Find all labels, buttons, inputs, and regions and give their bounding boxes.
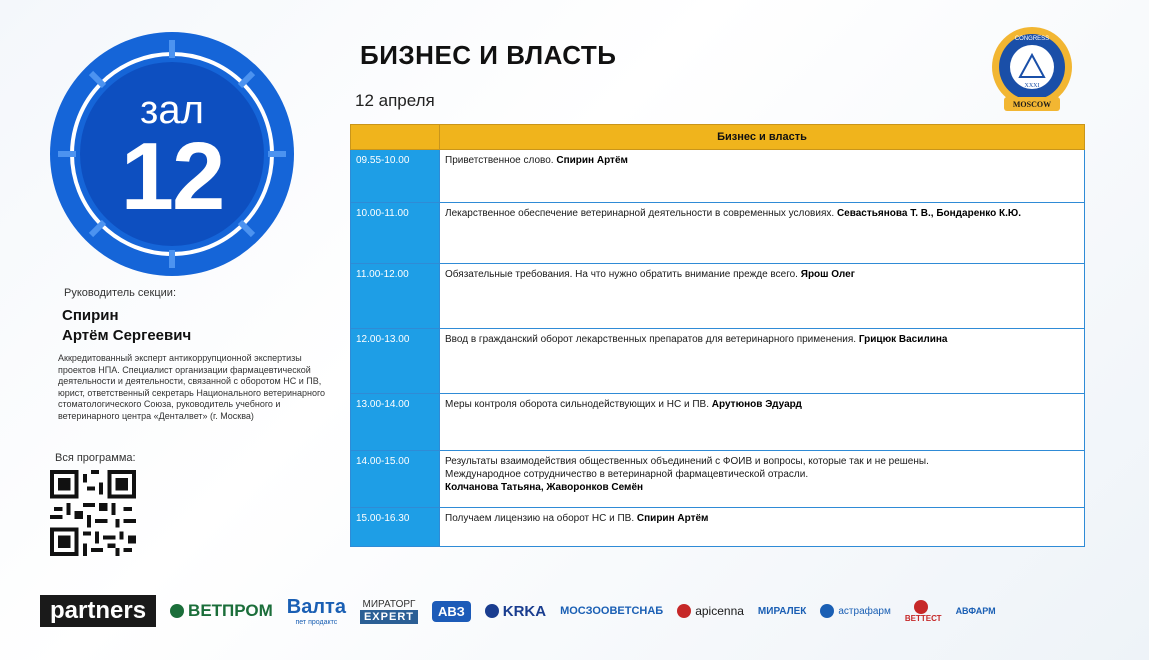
session-time: 13.00-14.00	[351, 394, 440, 451]
session-description	[440, 394, 1085, 451]
table-row	[351, 329, 1085, 394]
session-time: 10.00-11.00	[351, 203, 440, 264]
partners-logo: partners	[40, 595, 156, 627]
emblem-numeral: XXXI	[1024, 83, 1040, 89]
table-row	[351, 150, 1085, 203]
apicenna-mark-icon	[677, 604, 691, 618]
table-row	[351, 451, 1085, 508]
program-caption: Вся программа:	[55, 452, 136, 464]
hall-label: зал	[140, 88, 204, 132]
session-description	[440, 329, 1085, 394]
avfarm-logo: АВФАРМ	[955, 606, 996, 616]
table-row	[351, 264, 1085, 329]
schedule-header-row	[351, 125, 1085, 150]
session-speaker: Спирин Артём	[636, 513, 709, 524]
expert-logo: МИРАТОРГ EXPERT	[360, 599, 418, 624]
miralek-logo: МИРАЛЕК	[757, 605, 807, 617]
session-speaker: Колчанова Татьяна, Жаворонков Семён	[445, 482, 644, 493]
valta-logo: Валта пет продактс	[286, 596, 346, 626]
table-row	[351, 203, 1085, 264]
session-speaker: Грицюк Василина	[858, 334, 948, 345]
session-topic: Ввод в гражданский оборот лекарственных препаратов для ветеринарного применения.	[445, 334, 857, 345]
astrafarm-logo: астрафарм	[820, 604, 891, 618]
leader-name	[62, 306, 191, 346]
apicenna-logo: apicenna	[677, 604, 744, 618]
congress-emblem-icon	[986, 25, 1078, 115]
session-topic: Получаем лицензию на оборот НС и ПВ.	[445, 513, 635, 524]
schedule-header-corner	[351, 125, 440, 150]
table-row	[351, 394, 1085, 451]
page-title: БИЗНЕС И ВЛАСТЬ	[360, 40, 617, 70]
krka-mark-icon	[485, 604, 499, 618]
leader-surname: Спирин	[62, 307, 119, 324]
session-topic: Меры контроля оборота сильнодействующих и НС и ПВ.	[445, 399, 710, 410]
program-qr-code[interactable]	[50, 470, 136, 556]
session-topic: Лекарственное обеспечение ветеринарной деятельности в современных условиях.	[445, 208, 835, 219]
session-topic: Приветственное слово.	[445, 155, 554, 166]
session-description	[440, 264, 1085, 329]
session-speaker: Ярош Олег	[800, 269, 855, 280]
vetprom-mark-icon	[170, 604, 184, 618]
krka-logo: KRKA	[485, 603, 546, 620]
session-speaker: Севастьянова Т. В., Бондаренко К.Ю.	[836, 208, 1022, 219]
session-description	[440, 508, 1085, 547]
session-time: 12.00-13.00	[351, 329, 440, 394]
moszoovetsnab-logo: МОСЗООВЕТСНАБ	[560, 605, 664, 617]
session-speaker: Спирин Артём	[556, 155, 628, 166]
session-topic: Результаты взаимодействия общественных объединений с ФОИВ и вопросы, которые так и не решены.	[445, 456, 929, 467]
session-time: 09.55-10.00	[351, 150, 440, 203]
vetprom-logo: ВЕТПРОМ	[170, 601, 273, 621]
session-time: 15.00-16.30	[351, 508, 440, 547]
astrafarm-mark-icon	[820, 604, 834, 618]
vettest-cross-icon	[914, 600, 928, 614]
session-description	[440, 451, 1085, 508]
hall-badge	[48, 30, 296, 278]
schedule-header: Бизнес и власть	[440, 125, 1085, 150]
session-description	[440, 203, 1085, 264]
sponsors-strip	[40, 588, 1120, 634]
session-time: 11.00-12.00	[351, 264, 440, 329]
leader-bio: Аккредитованный эксперт антикоррупционной экспертизы проектов НПА. Специалист организации фармацевтической деятельности и деятельности, связанной с оборотом НС и ПВ, юрист, ответственный секретарь Национального ветеринарного стоматологического Союза, руководитель учебного и ветеринарного центра «Денталвет» (г. Москва)	[58, 353, 326, 421]
schedule-table	[350, 124, 1085, 547]
session-description	[440, 150, 1085, 203]
table-row	[351, 508, 1085, 547]
avz-logo: АВЗ	[432, 601, 471, 622]
event-date: 12 апреля	[355, 91, 435, 110]
leader-caption: Руководитель секции:	[64, 287, 176, 299]
session-time: 14.00-15.00	[351, 451, 440, 508]
emblem-top-label: CONGRESS	[1014, 36, 1050, 42]
session-topic-2: Международное сотрудничество в ветеринарной фармацевтической отрасли.	[445, 469, 809, 480]
session-topic: Обязательные требования. На что нужно обратить внимание прежде всего.	[445, 269, 798, 280]
leader-given-name: Артём Сергеевич	[62, 327, 192, 344]
vettest-logo: ВЕТТЕСТ	[905, 600, 942, 623]
emblem-city-label: MOSCOW	[1012, 100, 1052, 109]
session-speaker: Арутюнов Эдуард	[711, 399, 802, 410]
hall-number: 12	[120, 123, 224, 230]
